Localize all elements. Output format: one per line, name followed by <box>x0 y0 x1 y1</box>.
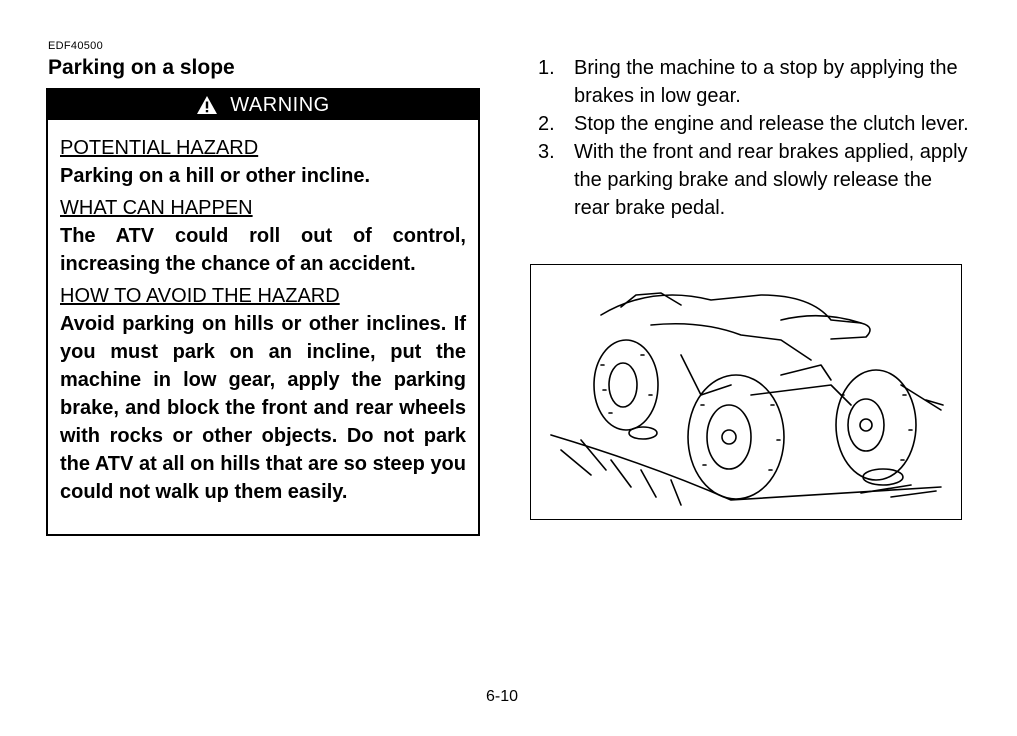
potential-hazard-text: Parking on a hill or other incline. <box>60 165 371 187</box>
warning-header <box>48 90 478 120</box>
page-number: 6-10 <box>486 688 519 705</box>
how-to-avoid-text: Avoid parking on hills or other inclines. If you must park on an incline, put the machine in low gear, apply the parking brake, and block the front and rear wheels with rocks or other objects. Do not park the ATV at all on hills that are so steep you could not walk up them easily. <box>60 313 466 503</box>
step-text: Stop the engine and release the clutch lever. <box>574 113 969 135</box>
procedure-steps <box>538 54 970 222</box>
step-number: 3. <box>538 141 555 163</box>
potential-hazard-label: POTENTIAL HAZARD <box>60 137 259 159</box>
step-text: Bring the machine to a stop by applying the brakes in low gear. <box>574 57 958 107</box>
how-to-avoid-label: HOW TO AVOID THE HAZARD <box>60 285 340 307</box>
step-item <box>538 138 970 222</box>
warning-header-text: WARNING <box>230 93 330 116</box>
step-text: With the front and rear brakes applied, apply the parking brake and slowly release the rear brake pedal. <box>574 141 968 219</box>
warning-box <box>46 88 480 536</box>
step-number: 2. <box>538 113 555 135</box>
step-item <box>538 54 970 110</box>
section-title: Parking on a slope <box>48 56 235 79</box>
atv-parked-on-slope-icon <box>531 265 961 519</box>
document-code: EDF40500 <box>48 40 103 52</box>
step-item <box>538 110 970 138</box>
warning-triangle-icon <box>196 95 218 115</box>
what-can-happen-label: WHAT CAN HAPPEN <box>60 197 253 219</box>
atv-illustration <box>530 264 962 520</box>
step-number: 1. <box>538 57 555 79</box>
what-can-happen-text: The ATV could roll out of control, increasing the chance of an accident. <box>60 225 466 275</box>
warning-body <box>48 120 478 506</box>
